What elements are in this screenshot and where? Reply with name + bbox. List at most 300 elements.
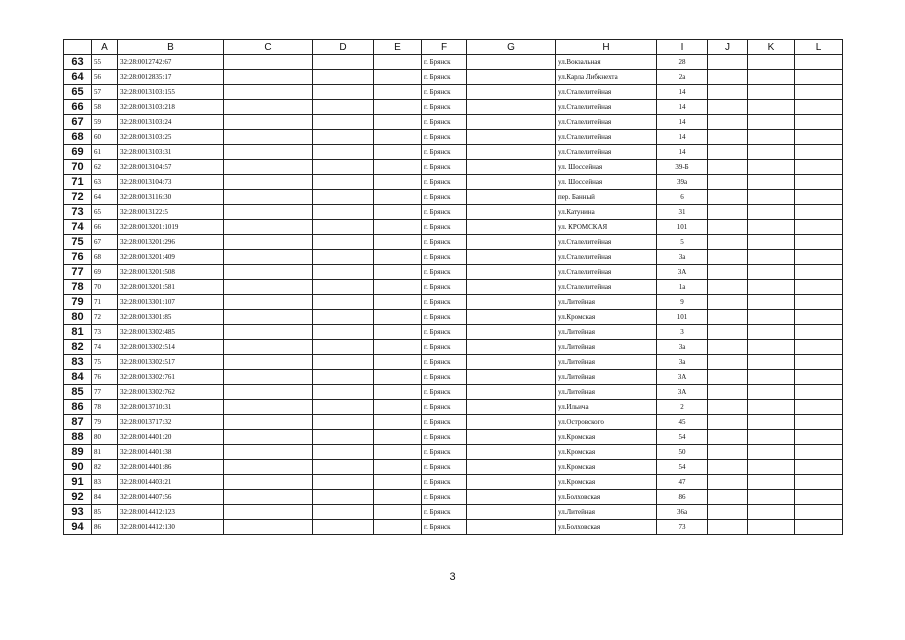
cell-f[interactable]: г. Брянск [422,445,467,460]
cell-f[interactable]: г. Брянск [422,415,467,430]
cell-k[interactable] [748,205,795,220]
cell-l[interactable] [795,145,843,160]
cell-e[interactable] [374,250,422,265]
cell-j[interactable] [708,280,748,295]
cell-f[interactable]: г. Брянск [422,265,467,280]
cell-f[interactable]: г. Брянск [422,70,467,85]
row-number[interactable]: 81 [64,325,92,340]
cell-l[interactable] [795,460,843,475]
cell-i[interactable]: 6 [657,190,708,205]
cell-d[interactable] [313,430,374,445]
cell-e[interactable] [374,175,422,190]
cell-d[interactable] [313,130,374,145]
cell-c[interactable] [224,70,313,85]
column-header-a[interactable]: A [92,40,118,55]
row-number[interactable]: 94 [64,520,92,535]
cell-a[interactable]: 63 [92,175,118,190]
cell-f[interactable]: г. Брянск [422,310,467,325]
cell-a[interactable]: 55 [92,55,118,70]
cell-e[interactable] [374,70,422,85]
column-header-h[interactable]: H [556,40,657,55]
cell-d[interactable] [313,445,374,460]
cell-a[interactable]: 58 [92,100,118,115]
cell-l[interactable] [795,475,843,490]
cell-h[interactable]: ул.Островского [556,415,657,430]
cell-c[interactable] [224,415,313,430]
cell-h[interactable]: ул.Литейная [556,355,657,370]
cell-i[interactable]: 54 [657,460,708,475]
cell-j[interactable] [708,295,748,310]
cell-l[interactable] [795,160,843,175]
row-number[interactable]: 80 [64,310,92,325]
cell-b[interactable]: 32:28:0013717:32 [118,415,224,430]
cell-l[interactable] [795,505,843,520]
row-number[interactable]: 69 [64,145,92,160]
cell-h[interactable]: ул.Болховская [556,520,657,535]
cell-a[interactable]: 71 [92,295,118,310]
cell-e[interactable] [374,295,422,310]
cell-h[interactable]: ул. Шоссейная [556,160,657,175]
cell-b[interactable]: 32:28:0013710:31 [118,400,224,415]
cell-d[interactable] [313,250,374,265]
cell-g[interactable] [467,460,556,475]
cell-e[interactable] [374,280,422,295]
cell-g[interactable] [467,355,556,370]
cell-k[interactable] [748,130,795,145]
cell-b[interactable]: 32:28:0013301:107 [118,295,224,310]
cell-h[interactable]: ул.Сталелитейная [556,280,657,295]
cell-l[interactable] [795,100,843,115]
cell-l[interactable] [795,490,843,505]
row-number[interactable]: 65 [64,85,92,100]
cell-g[interactable] [467,310,556,325]
cell-i[interactable]: 3А [657,385,708,400]
cell-l[interactable] [795,205,843,220]
column-header-j[interactable]: J [708,40,748,55]
row-number[interactable]: 74 [64,220,92,235]
cell-g[interactable] [467,475,556,490]
cell-e[interactable] [374,235,422,250]
cell-g[interactable] [467,385,556,400]
cell-j[interactable] [708,460,748,475]
cell-d[interactable] [313,190,374,205]
cell-g[interactable] [467,85,556,100]
cell-a[interactable]: 67 [92,235,118,250]
cell-i[interactable]: 3а [657,355,708,370]
cell-k[interactable] [748,265,795,280]
row-number[interactable]: 88 [64,430,92,445]
cell-j[interactable] [708,205,748,220]
cell-a[interactable]: 86 [92,520,118,535]
cell-l[interactable] [795,85,843,100]
cell-h[interactable]: ул.Литейная [556,385,657,400]
cell-g[interactable] [467,430,556,445]
cell-e[interactable] [374,445,422,460]
column-header-k[interactable]: K [748,40,795,55]
cell-l[interactable] [795,70,843,85]
row-number[interactable]: 86 [64,400,92,415]
cell-b[interactable]: 32:28:0013122:5 [118,205,224,220]
cell-c[interactable] [224,490,313,505]
cell-k[interactable] [748,370,795,385]
cell-f[interactable]: г. Брянск [422,100,467,115]
cell-b[interactable]: 32:28:0013103:24 [118,115,224,130]
cell-b[interactable]: 32:28:0014401:38 [118,445,224,460]
cell-k[interactable] [748,280,795,295]
cell-e[interactable] [374,160,422,175]
cell-d[interactable] [313,295,374,310]
cell-i[interactable]: 14 [657,130,708,145]
cell-a[interactable]: 59 [92,115,118,130]
cell-j[interactable] [708,265,748,280]
cell-l[interactable] [795,265,843,280]
cell-c[interactable] [224,55,313,70]
cell-j[interactable] [708,340,748,355]
cell-i[interactable]: 14 [657,100,708,115]
cell-l[interactable] [795,340,843,355]
cell-b[interactable]: 32:28:0013103:31 [118,145,224,160]
row-number[interactable]: 83 [64,355,92,370]
cell-h[interactable]: ул.Катунина [556,205,657,220]
cell-d[interactable] [313,400,374,415]
row-number[interactable]: 68 [64,130,92,145]
cell-f[interactable]: г. Брянск [422,385,467,400]
cell-e[interactable] [374,415,422,430]
cell-h[interactable]: ул.Карла Либкнехта [556,70,657,85]
cell-a[interactable]: 69 [92,265,118,280]
cell-f[interactable]: г. Брянск [422,295,467,310]
cell-c[interactable] [224,190,313,205]
cell-e[interactable] [374,475,422,490]
cell-c[interactable] [224,430,313,445]
column-header-g[interactable]: G [467,40,556,55]
cell-b[interactable]: 32:28:0014401:20 [118,430,224,445]
cell-g[interactable] [467,325,556,340]
cell-h[interactable]: ул.Болховская [556,490,657,505]
cell-a[interactable]: 57 [92,85,118,100]
cell-e[interactable] [374,505,422,520]
cell-g[interactable] [467,295,556,310]
cell-a[interactable]: 62 [92,160,118,175]
cell-a[interactable]: 85 [92,505,118,520]
cell-c[interactable] [224,145,313,160]
cell-k[interactable] [748,160,795,175]
cell-b[interactable]: 32:28:0014401:86 [118,460,224,475]
cell-e[interactable] [374,100,422,115]
cell-l[interactable] [795,115,843,130]
cell-i[interactable]: 101 [657,220,708,235]
cell-j[interactable] [708,250,748,265]
cell-c[interactable] [224,325,313,340]
cell-a[interactable]: 82 [92,460,118,475]
cell-h[interactable]: ул.Литейная [556,340,657,355]
cell-e[interactable] [374,220,422,235]
cell-i[interactable]: 3а [657,250,708,265]
cell-l[interactable] [795,310,843,325]
cell-f[interactable]: г. Брянск [422,55,467,70]
cell-b[interactable]: 32:28:0013201:581 [118,280,224,295]
cell-f[interactable]: г. Брянск [422,325,467,340]
cell-b[interactable]: 32:28:0014407:56 [118,490,224,505]
cell-h[interactable]: ул.Литейная [556,505,657,520]
cell-i[interactable]: 86 [657,490,708,505]
cell-i[interactable]: 39а [657,175,708,190]
cell-f[interactable]: г. Брянск [422,235,467,250]
cell-f[interactable]: г. Брянск [422,85,467,100]
cell-f[interactable]: г. Брянск [422,400,467,415]
cell-a[interactable]: 61 [92,145,118,160]
cell-h[interactable]: ул. Шоссейная [556,175,657,190]
cell-e[interactable] [374,460,422,475]
cell-d[interactable] [313,235,374,250]
cell-b[interactable]: 32:28:0013201:1019 [118,220,224,235]
cell-c[interactable] [224,85,313,100]
cell-d[interactable] [313,355,374,370]
cell-l[interactable] [795,520,843,535]
cell-j[interactable] [708,70,748,85]
cell-j[interactable] [708,130,748,145]
cell-a[interactable]: 80 [92,430,118,445]
row-number[interactable]: 93 [64,505,92,520]
cell-b[interactable]: 32:28:0013103:155 [118,85,224,100]
cell-c[interactable] [224,250,313,265]
cell-f[interactable]: г. Брянск [422,220,467,235]
cell-k[interactable] [748,220,795,235]
cell-j[interactable] [708,490,748,505]
cell-h[interactable]: ул.Сталелитейная [556,115,657,130]
cell-k[interactable] [748,445,795,460]
corner-header[interactable] [64,40,92,55]
cell-i[interactable]: 1а [657,280,708,295]
cell-h[interactable]: ул.Сталелитейная [556,265,657,280]
cell-b[interactable]: 32:28:0014412:123 [118,505,224,520]
cell-g[interactable] [467,340,556,355]
cell-j[interactable] [708,520,748,535]
cell-k[interactable] [748,430,795,445]
cell-i[interactable]: 36а [657,505,708,520]
cell-k[interactable] [748,400,795,415]
cell-e[interactable] [374,130,422,145]
cell-f[interactable]: г. Брянск [422,130,467,145]
cell-e[interactable] [374,490,422,505]
cell-a[interactable]: 66 [92,220,118,235]
row-number[interactable]: 85 [64,385,92,400]
cell-c[interactable] [224,100,313,115]
cell-g[interactable] [467,115,556,130]
cell-c[interactable] [224,505,313,520]
cell-d[interactable] [313,370,374,385]
cell-l[interactable] [795,190,843,205]
cell-j[interactable] [708,430,748,445]
cell-d[interactable] [313,265,374,280]
cell-i[interactable]: 47 [657,475,708,490]
cell-k[interactable] [748,145,795,160]
cell-j[interactable] [708,505,748,520]
cell-a[interactable]: 65 [92,205,118,220]
cell-k[interactable] [748,490,795,505]
cell-j[interactable] [708,415,748,430]
cell-g[interactable] [467,445,556,460]
cell-k[interactable] [748,460,795,475]
cell-l[interactable] [795,430,843,445]
cell-i[interactable]: 3А [657,265,708,280]
cell-e[interactable] [374,265,422,280]
row-number[interactable]: 90 [64,460,92,475]
cell-g[interactable] [467,250,556,265]
cell-b[interactable]: 32:28:0014403:21 [118,475,224,490]
cell-e[interactable] [374,190,422,205]
cell-a[interactable]: 70 [92,280,118,295]
cell-d[interactable] [313,310,374,325]
cell-l[interactable] [795,235,843,250]
cell-k[interactable] [748,250,795,265]
cell-g[interactable] [467,205,556,220]
cell-b[interactable]: 32:28:0013116:30 [118,190,224,205]
cell-c[interactable] [224,520,313,535]
cell-h[interactable]: ул.Сталелитейная [556,250,657,265]
cell-g[interactable] [467,490,556,505]
cell-j[interactable] [708,325,748,340]
cell-k[interactable] [748,295,795,310]
cell-h[interactable]: ул.Литейная [556,295,657,310]
cell-b[interactable]: 32:28:0013103:218 [118,100,224,115]
cell-f[interactable]: г. Брянск [422,115,467,130]
row-number[interactable]: 67 [64,115,92,130]
cell-f[interactable]: г. Брянск [422,280,467,295]
cell-i[interactable]: 3А [657,370,708,385]
cell-h[interactable]: ул.Кромская [556,430,657,445]
cell-h[interactable]: ул.Сталелитейная [556,235,657,250]
cell-j[interactable] [708,445,748,460]
cell-a[interactable]: 74 [92,340,118,355]
cell-g[interactable] [467,100,556,115]
cell-a[interactable]: 75 [92,355,118,370]
cell-l[interactable] [795,385,843,400]
cell-i[interactable]: 101 [657,310,708,325]
cell-c[interactable] [224,235,313,250]
row-number[interactable]: 73 [64,205,92,220]
cell-j[interactable] [708,190,748,205]
cell-j[interactable] [708,55,748,70]
cell-l[interactable] [795,355,843,370]
cell-h[interactable]: ул.Сталелитейная [556,100,657,115]
row-number[interactable]: 77 [64,265,92,280]
cell-h[interactable]: ул.Кромская [556,460,657,475]
cell-l[interactable] [795,325,843,340]
cell-c[interactable] [224,340,313,355]
cell-j[interactable] [708,100,748,115]
cell-b[interactable]: 32:28:0013104:57 [118,160,224,175]
row-number[interactable]: 63 [64,55,92,70]
cell-c[interactable] [224,445,313,460]
cell-k[interactable] [748,85,795,100]
cell-d[interactable] [313,460,374,475]
cell-l[interactable] [795,55,843,70]
cell-g[interactable] [467,520,556,535]
cell-l[interactable] [795,280,843,295]
cell-f[interactable]: г. Брянск [422,250,467,265]
cell-c[interactable] [224,175,313,190]
row-number[interactable]: 72 [64,190,92,205]
cell-l[interactable] [795,445,843,460]
cell-d[interactable] [313,490,374,505]
cell-d[interactable] [313,115,374,130]
cell-a[interactable]: 84 [92,490,118,505]
cell-g[interactable] [467,415,556,430]
cell-g[interactable] [467,175,556,190]
cell-c[interactable] [224,220,313,235]
cell-j[interactable] [708,85,748,100]
cell-i[interactable]: 73 [657,520,708,535]
cell-g[interactable] [467,235,556,250]
cell-e[interactable] [374,205,422,220]
cell-g[interactable] [467,160,556,175]
cell-a[interactable]: 64 [92,190,118,205]
cell-i[interactable]: 2а [657,70,708,85]
cell-i[interactable]: 3 [657,325,708,340]
cell-j[interactable] [708,220,748,235]
cell-f[interactable]: г. Брянск [422,520,467,535]
cell-b[interactable]: 32:28:0013201:508 [118,265,224,280]
cell-l[interactable] [795,175,843,190]
cell-k[interactable] [748,325,795,340]
cell-a[interactable]: 81 [92,445,118,460]
cell-c[interactable] [224,160,313,175]
cell-h[interactable]: ул. КРОМСКАЯ [556,220,657,235]
cell-c[interactable] [224,355,313,370]
cell-j[interactable] [708,475,748,490]
cell-j[interactable] [708,160,748,175]
cell-c[interactable] [224,310,313,325]
cell-f[interactable]: г. Брянск [422,490,467,505]
cell-h[interactable]: ул.Кромская [556,445,657,460]
cell-k[interactable] [748,70,795,85]
cell-f[interactable]: г. Брянск [422,505,467,520]
cell-i[interactable]: 28 [657,55,708,70]
cell-b[interactable]: 32:28:0013302:761 [118,370,224,385]
column-header-b[interactable]: B [118,40,224,55]
cell-c[interactable] [224,460,313,475]
cell-c[interactable] [224,265,313,280]
row-number[interactable]: 71 [64,175,92,190]
row-number[interactable]: 70 [64,160,92,175]
cell-d[interactable] [313,385,374,400]
cell-f[interactable]: г. Брянск [422,340,467,355]
cell-g[interactable] [467,280,556,295]
cell-j[interactable] [708,355,748,370]
cell-i[interactable]: 3а [657,340,708,355]
cell-d[interactable] [313,505,374,520]
cell-h[interactable]: ул.Кромская [556,475,657,490]
cell-b[interactable]: 32:28:0013104:73 [118,175,224,190]
cell-k[interactable] [748,355,795,370]
cell-d[interactable] [313,100,374,115]
cell-b[interactable]: 32:28:0013302:485 [118,325,224,340]
cell-h[interactable]: ул.Литейная [556,370,657,385]
cell-e[interactable] [374,55,422,70]
cell-b[interactable]: 32:28:0013301:85 [118,310,224,325]
cell-c[interactable] [224,130,313,145]
cell-d[interactable] [313,280,374,295]
row-number[interactable]: 78 [64,280,92,295]
cell-f[interactable]: г. Брянск [422,430,467,445]
cell-g[interactable] [467,130,556,145]
cell-e[interactable] [374,340,422,355]
cell-i[interactable]: 14 [657,85,708,100]
column-header-l[interactable]: L [795,40,843,55]
cell-i[interactable]: 14 [657,145,708,160]
cell-f[interactable]: г. Брянск [422,145,467,160]
